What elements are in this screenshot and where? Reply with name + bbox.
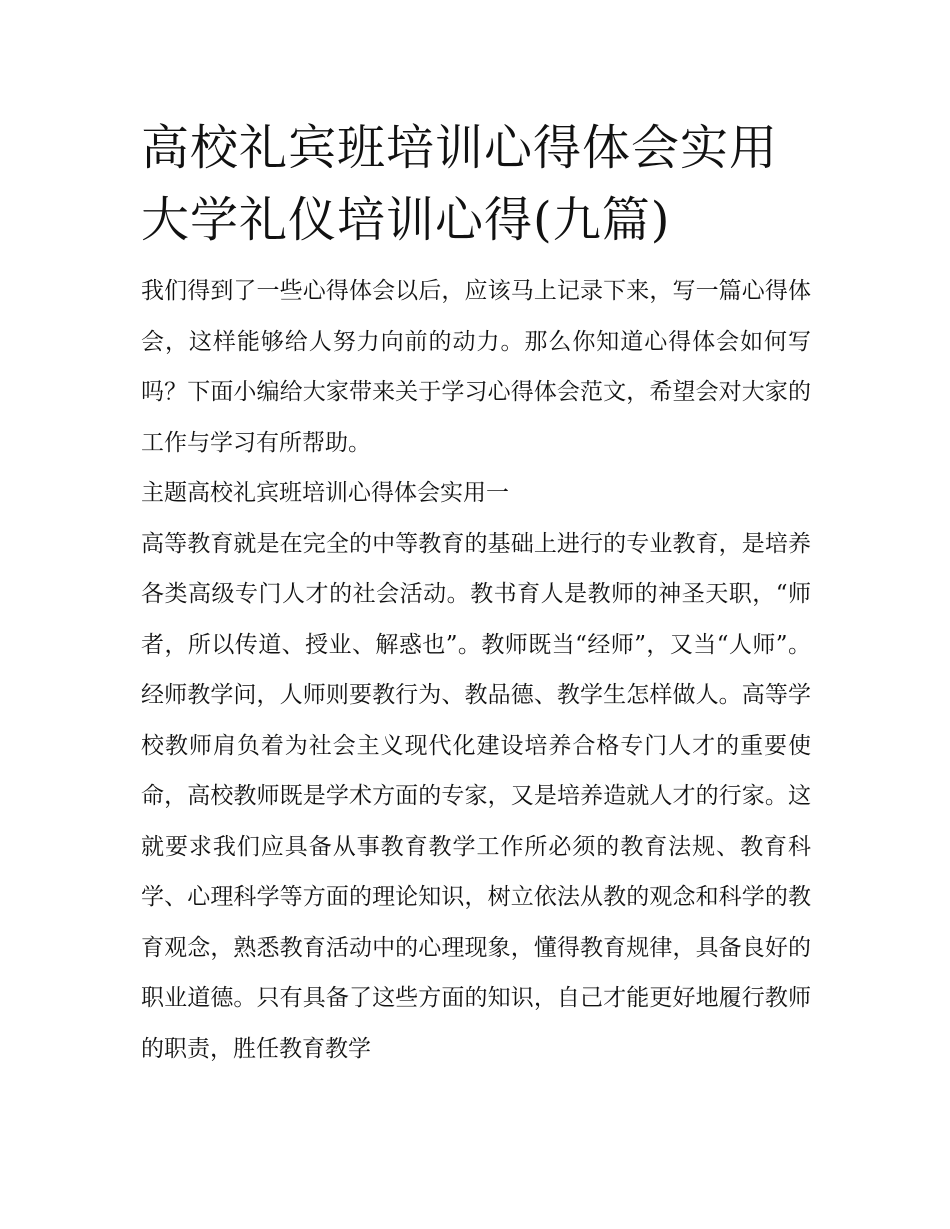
document-title (141, 112, 811, 256)
document-content (141, 112, 811, 1074)
title-line-2: 大学礼仪培训心得(九篇) (141, 192, 671, 248)
section-heading: 主题高校礼宾班培训心得体会实用一 (141, 480, 509, 506)
body-paragraph: 高等教育就是在完全的中等教育的基础上进行的专业教育，是培养各类高级专门人才的社会活动。教书育人是教师的神圣天职，“师者，所以传道、授业、解惑也”。教师既当“经师”，又当“人师”。经师教学问，人师则要教行为、教品德、教学生怎样做人。高等学校教师肩负着为社会主义现代化建设培养合格专门人才的重要使命，高校教师既是学术方面的专家，又是培养造就人才的行家。这就要求我们应具备从事教育教学工作所必须的教育法规、教育科学、心理科学等方面的理论知识，树立依法从教的观念和科学的教育观念，熟悉教育活动中的心理现象，懂得教育规律，具备良好的职业道德。只有具备了这些方面的知识，自己才能更好地履行教师的职责，胜任教育教学 (141, 530, 811, 1062)
intro-paragraph: 我们得到了一些心得体会以后，应该马上记录下来，写一篇心得体会，这样能够给人努力向前的动力。那么你知道心得体会如何写吗？下面小编给大家带来关于学习心得体会范文，希望会对大家的工作与学习有所帮助。 (141, 278, 811, 456)
title-line-1: 高校礼宾班培训心得体会实用 (141, 120, 779, 176)
